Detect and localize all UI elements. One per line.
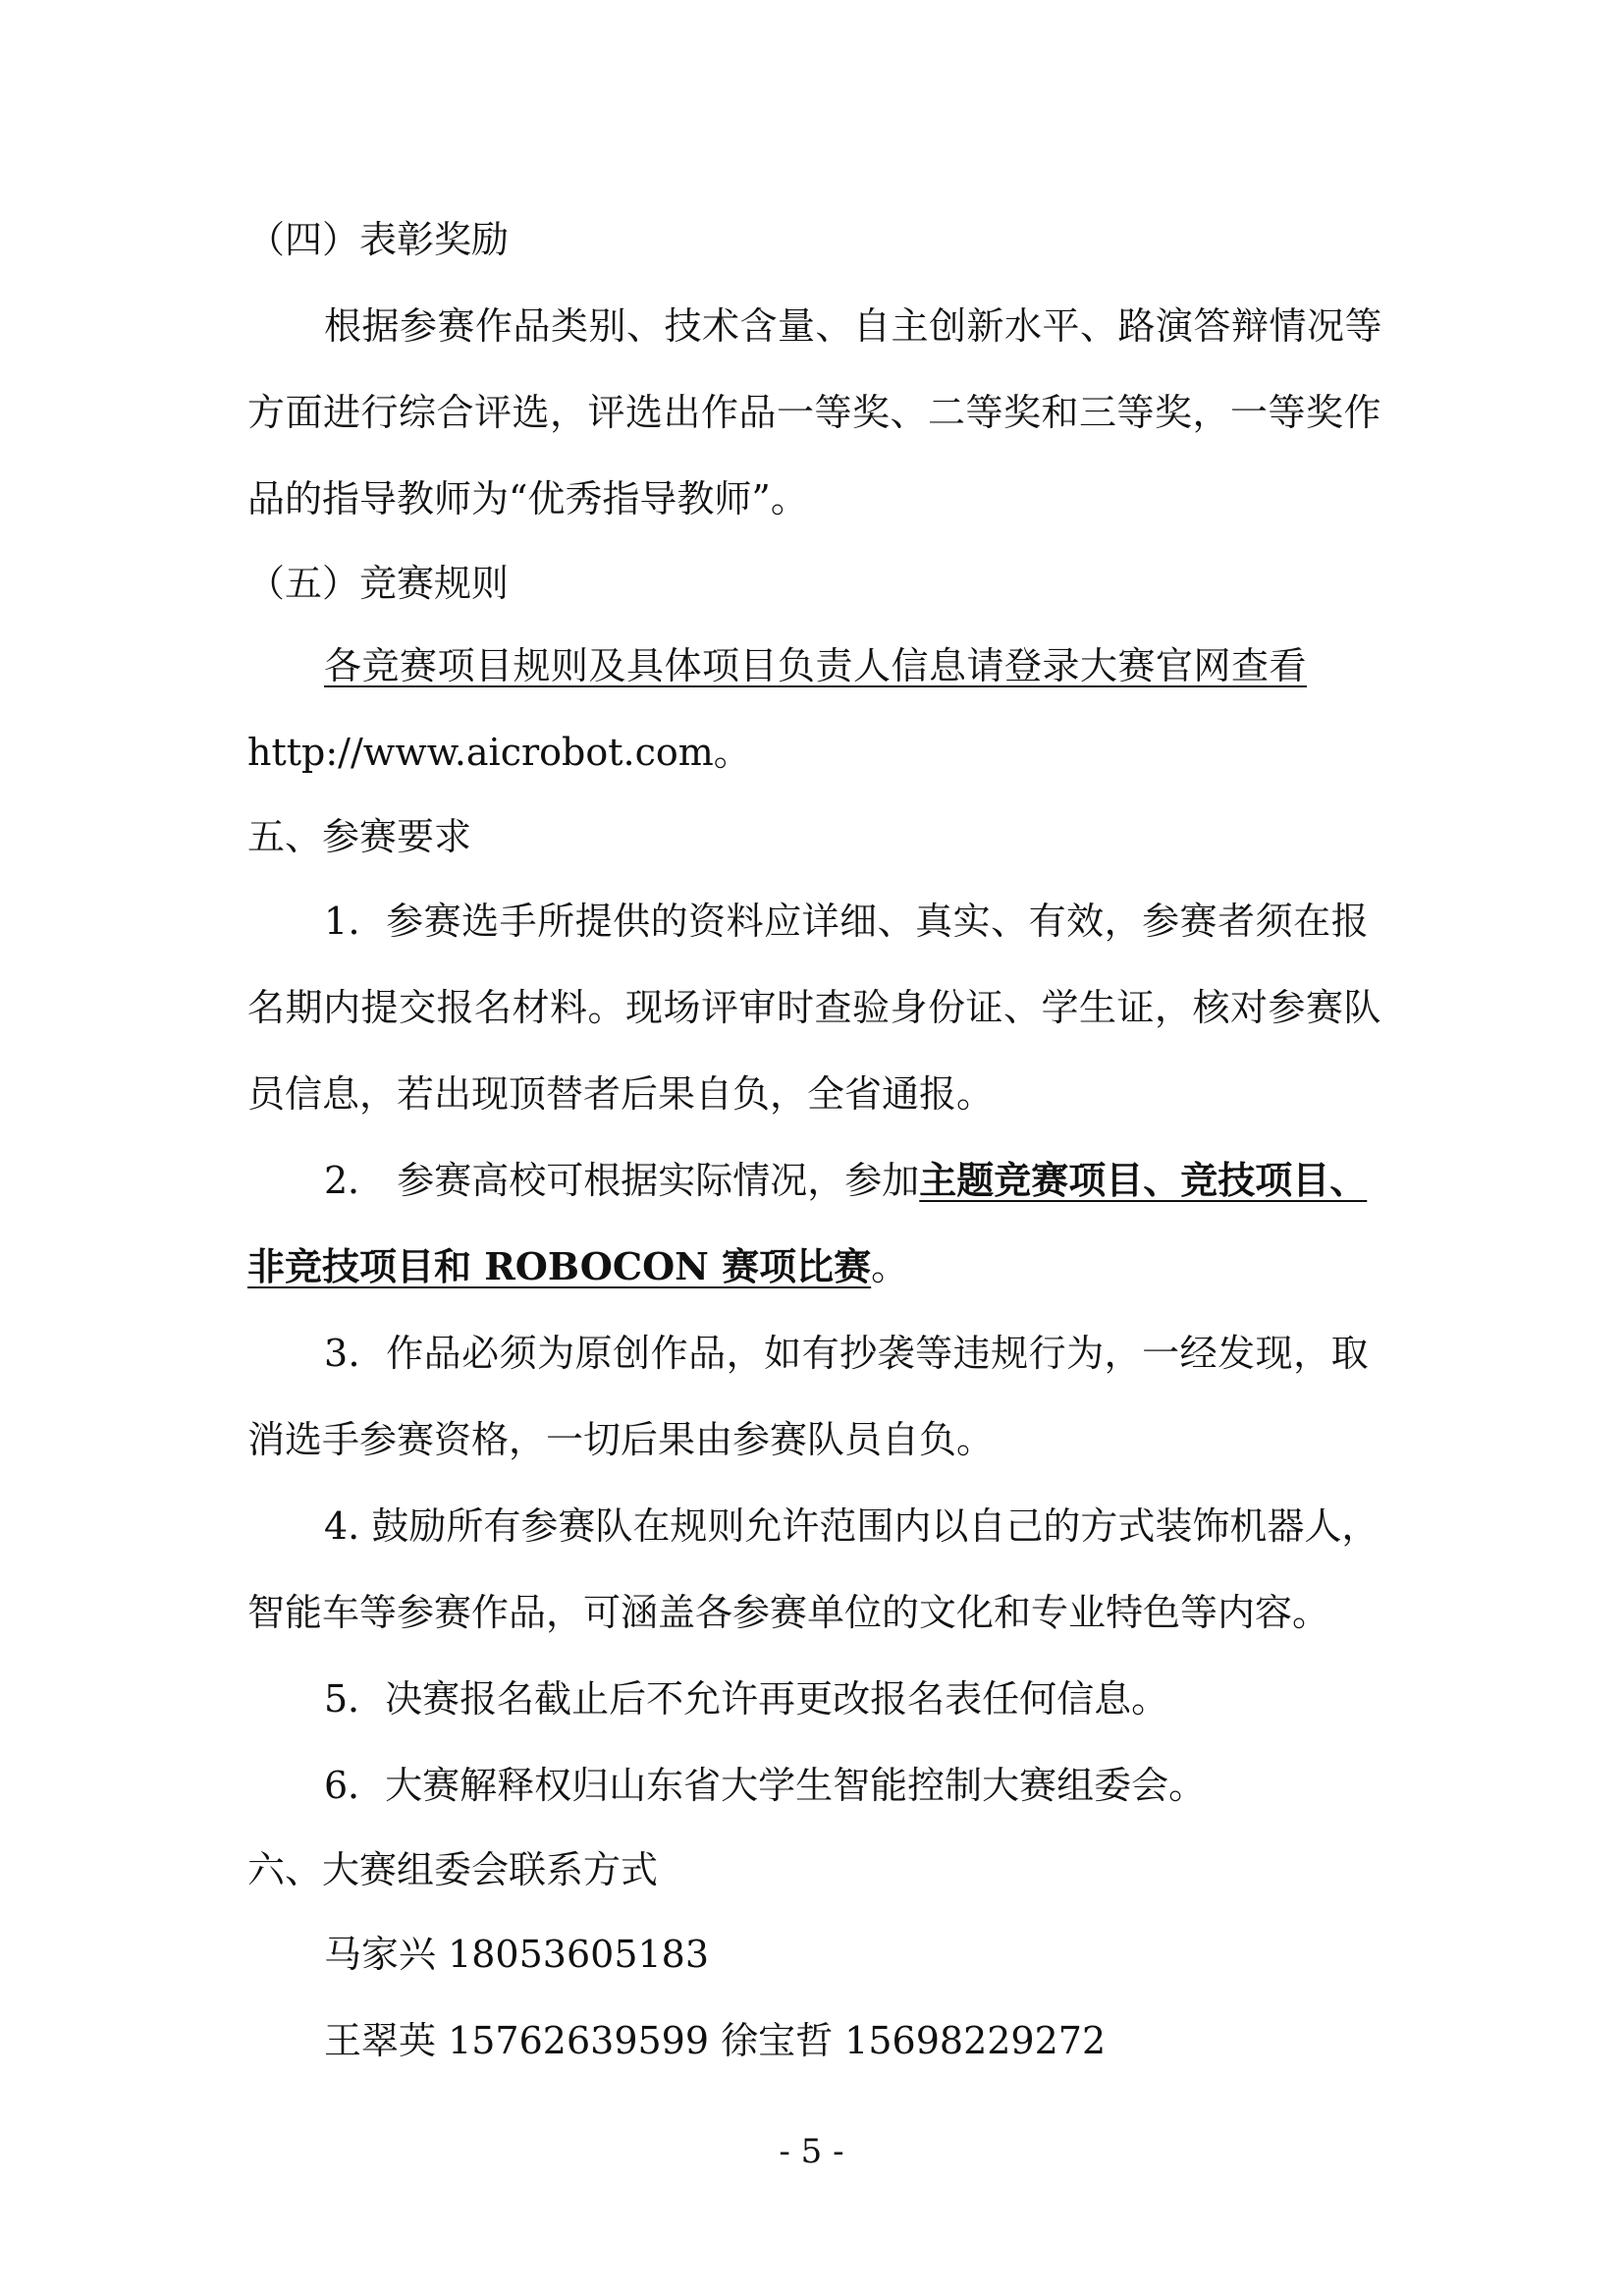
- requirement-3-line-2: 消选手参赛资格，一切后果由参赛队员自负。: [247, 1418, 995, 1461]
- section-four-heading: （四）表彰奖励: [247, 218, 510, 261]
- requirement-6: 6．大赛解释权归山东省大学生智能控制大赛组委会。: [324, 1764, 1207, 1807]
- requirement-2-prefix: 2． 参赛高校可根据实际情况，参加: [324, 1159, 920, 1202]
- requirement-2-emphasis-1: 主题竞赛项目、竞技项目、: [919, 1158, 1368, 1202]
- requirement-4-line-1: 4. 鼓励所有参赛队在规则允许范围内以自己的方式装饰机器人，: [324, 1504, 1380, 1548]
- requirement-2-line-2: [247, 1241, 908, 1292]
- section-four-para-line-2: 方面进行综合评选，评选出作品一等奖、二等奖和三等奖，一等奖作: [247, 391, 1382, 434]
- rules-link-text[interactable]: 各竞赛项目规则及具体项目负责人信息请登录大赛官网查看: [324, 644, 1308, 687]
- requirement-1-line-1: 1．参赛选手所提供的资料应详细、真实、有效，参赛者须在报: [324, 900, 1370, 943]
- section-five-heading: （五）竞赛规则: [247, 562, 510, 605]
- requirement-2-suffix: 。: [871, 1245, 909, 1288]
- contact-line-1: 马家兴 18053605183: [324, 1933, 710, 1976]
- requirement-4-line-2: 智能车等参赛作品，可涵盖各参赛单位的文化和专业特色等内容。: [247, 1591, 1330, 1634]
- requirement-5: 5．决赛报名截止后不允许再更改报名表任何信息。: [324, 1677, 1169, 1721]
- section-four-para-line-1: 根据参赛作品类别、技术含量、自主创新水平、路演答辩情况等: [324, 304, 1383, 348]
- requirements-heading: 五、参赛要求: [247, 815, 472, 858]
- requirement-2-line-1: [324, 1155, 1367, 1206]
- contacts-heading: 六、大赛组委会联系方式: [247, 1848, 659, 1891]
- requirement-1-line-3: 员信息，若出现顶替者后果自负，全省通报。: [247, 1072, 995, 1116]
- website-url[interactable]: http://www.aicrobot.com。: [247, 731, 751, 774]
- requirement-2-emphasis-2: 非竞技项目和 ROBOCON 赛项比赛: [247, 1244, 872, 1288]
- section-four-para-line-3: 品的指导教师为“优秀指导教师”。: [247, 477, 808, 520]
- page-number: - 5 -: [779, 2132, 844, 2171]
- contact-line-2: 王翠英 15762639599 徐宝哲 15698229272: [324, 2019, 1107, 2062]
- requirement-3-line-1: 3．作品必须为原创作品，如有抄袭等违规行为，一经发现，取: [324, 1332, 1370, 1375]
- requirement-1-line-2: 名期内提交报名材料。现场评审时查验身份证、学生证，核对参赛队: [247, 986, 1382, 1029]
